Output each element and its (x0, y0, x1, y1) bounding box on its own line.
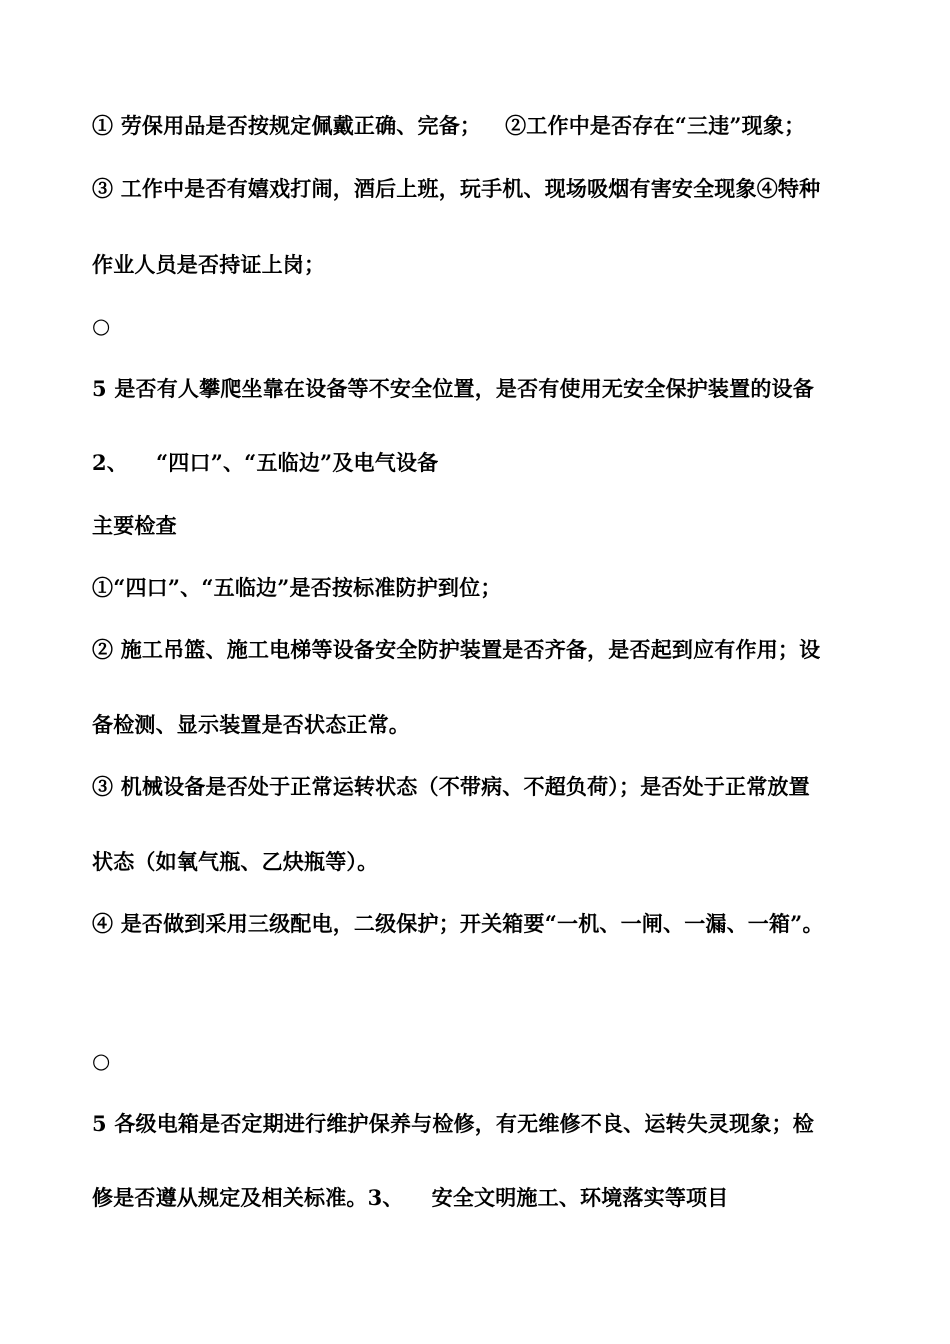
paragraph-line: ③ 工作中是否有嬉戏打闹，酒后上班，玩手机、现场吸烟有害安全现象④特种 (92, 176, 821, 201)
paragraph-line: 状态（如氧气瓶、乙炔瓶等）。 (92, 849, 379, 874)
paragraph-line (92, 1185, 728, 1211)
circle-marker: ○ (92, 313, 111, 338)
item-violations: ②工作中是否存在“三违”现象； (505, 113, 806, 138)
paragraph-text: 修是否遵从规定及相关标准。3、 (92, 1185, 404, 1210)
section-title: 安全文明施工、环境落实等项目 (431, 1185, 729, 1210)
paragraph-line: ①“四口”、“五临边”是否按标准防护到位； (92, 575, 502, 600)
paragraph-line: ② 施工吊篮、施工电梯等设备安全防护装置是否齐备，是否起到应有作用；设 (92, 637, 821, 662)
section-title: “四口”、“五临边”及电气设备 (156, 450, 439, 475)
paragraph-line (92, 113, 805, 139)
paragraph-line: ③ 机械设备是否处于正常运转状态（不带病、不超负荷）；是否处于正常放置 (92, 774, 810, 799)
item-ppe: ① 劳保用品是否按规定佩戴正确、完备； (92, 113, 482, 138)
paragraph-line: 5 是否有人攀爬坐靠在设备等不安全位置，是否有使用无安全保护装置的设备 (92, 376, 814, 401)
circle-marker: ○ (92, 1048, 111, 1073)
paragraph-line: 5 各级电箱是否定期进行维护保养与检修，有无维修不良、运转失灵现象；检 (92, 1111, 814, 1136)
paragraph-line: 作业人员是否持证上岗； (92, 252, 326, 277)
section-number: 2、 (92, 450, 129, 475)
paragraph-line: 备检测、显示装置是否状态正常。 (92, 712, 410, 737)
paragraph-line: ④ 是否做到采用三级配电，二级保护；开关箱要“一机、一闸、一漏、一箱”。 (92, 911, 824, 936)
section-heading (92, 450, 438, 476)
subheading: 主要检查 (92, 513, 177, 538)
